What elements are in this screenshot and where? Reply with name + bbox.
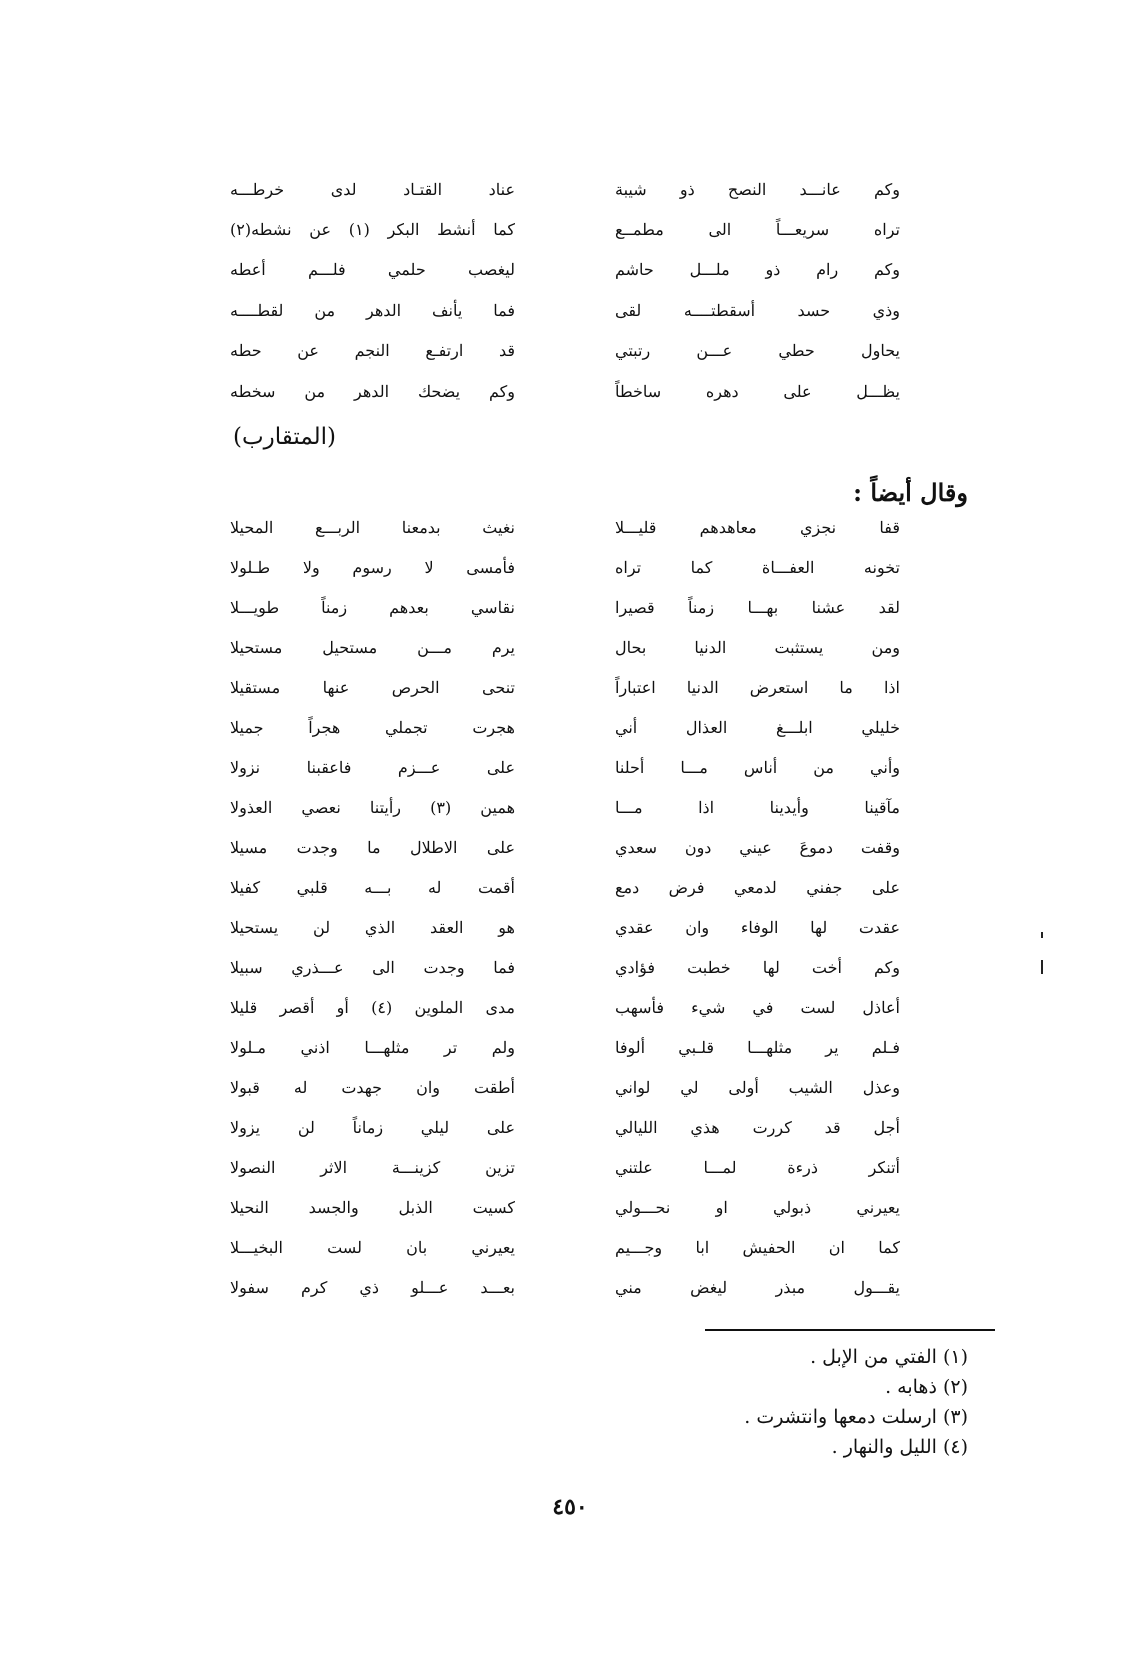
footnote-divider <box>705 1329 995 1331</box>
footnote-2: (٢) ذهابه . <box>885 1376 968 1398</box>
poem1-verse-4-left: فما يأنف الدهر من لقطــــه <box>230 301 515 320</box>
poem1-verse-5-left: قد ارتفـع النجم عن حطه <box>230 341 515 360</box>
margin-scan-mark <box>1041 932 1043 938</box>
poem2-verse-15-right: وعذل الشيب أولى لي لواني <box>615 1078 900 1097</box>
poem1-verse-3-right: وكم رام ذو ملـــل حاشم <box>615 260 900 279</box>
poem2-verse-17-right: أتنكر ذرءة لمـــا علتني <box>615 1158 900 1177</box>
poem2-verse-4-right: ومن يستثبت الدنيا بحال <box>615 638 900 657</box>
poem2-verse-16-right: أجل قد كررت هذي الليالي <box>615 1118 900 1137</box>
poem2-verse-14-left: ولم تر مثلهـــا اذني مـلولا <box>230 1038 515 1057</box>
poem2-verse-18-right: يعيرني ذبولي او نحـــولي <box>615 1198 900 1217</box>
poem-heading: وقال أيضاً : <box>853 478 968 507</box>
poem2-verse-2-right: تخونه العفـــاة كما تراه <box>615 558 900 577</box>
poem2-verse-11-left: هو العقد الذي لن يستحيلا <box>230 918 515 937</box>
margin-scan-mark <box>1041 960 1043 974</box>
poem2-verse-12-right: وكم أخت لها خطبت فؤادي <box>615 958 900 977</box>
poem1-verse-1-left: عناد القتـاد لدى خرطـــه <box>230 180 515 199</box>
poem2-verse-20-right: يقـــول مبذر ليغض مني <box>615 1278 900 1297</box>
poem2-verse-7-right: وأني من أناس مـــا أحلنا <box>615 758 900 777</box>
poem2-verse-10-left: أقمت له بـــه قلبي كفيلا <box>230 878 515 897</box>
poem1-verse-2-right: تراه سريعـــاً الى مطمــع <box>615 220 900 239</box>
poem2-verse-3-left: نقاسي بعدهم زمناً طويـــلا <box>230 598 515 617</box>
poem2-verse-19-right: كما ان الحفيش ابا وجـــيم <box>615 1238 900 1257</box>
poem2-verse-4-left: يرم مـــن مستحيل مستحيلا <box>230 638 515 657</box>
poem2-verse-6-left: هجرت تجملي هجراً جميلا <box>230 718 515 737</box>
poem2-verse-3-right: لقد عشنا بهـــا زمناً قصيرا <box>615 598 900 617</box>
poem1-verse-6-left: وكم يضحك الدهر من سخطه <box>230 382 515 401</box>
poem2-verse-13-right: أعاذل لست في شيء فأسهب <box>615 998 900 1017</box>
poem2-verse-8-right: مآقينا وأيدينا اذا مـــا <box>615 798 900 817</box>
poem1-verse-3-left: ليغصب حلمي فلـــم أعطه <box>230 260 515 279</box>
poem2-verse-17-left: تزين كزينـــة الاثر النصولا <box>230 1158 515 1177</box>
poem2-verse-5-left: تنحى الحرص عنها مستقيلا <box>230 678 515 697</box>
footnote-3: (٣) ارسلت دمعها وانتشرت . <box>744 1406 968 1428</box>
poem1-verse-4-right: وذي حسد أسقطتــــه لقى <box>615 301 900 320</box>
poem2-verse-5-right: اذا ما استعرض الدنيا اعتباراً <box>615 678 900 697</box>
poem2-verse-11-right: عقدت لها الوفاء وان عقدي <box>615 918 900 937</box>
poem2-verse-9-right: وقفت دموعَ عيني دون سعدي <box>615 838 900 857</box>
footnotes <box>648 1342 968 1462</box>
page-number: ٤٥٠ <box>552 1494 588 1520</box>
poem2-verse-9-left: على الاطلال ما وجدت مسيلا <box>230 838 515 857</box>
poem2-verse-8-left: همين (٣) رأيتنا نعصي العذولا <box>230 798 515 817</box>
poem1-verse-5-right: يحاول حطي عـــن رتبتي <box>615 341 900 360</box>
poem2-verse-13-left: مدى الملوين (٤) أو أقصر قليلا <box>230 998 515 1017</box>
poem2-verse-18-left: كسيت الذبل والجسد النحيلا <box>230 1198 515 1217</box>
poem2-verse-12-left: فما وجدت الى عـــذري سبيلا <box>230 958 515 977</box>
poem2-verse-7-left: على عـــزم فاعقبنا نزولا <box>230 758 515 777</box>
poem2-verse-1-right: قفا نجزي معاهدهم قليـــلا <box>615 518 900 537</box>
poem2-verse-2-left: فأمسى لا رسوم ولا طـلولا <box>230 558 515 577</box>
poem2-verse-6-right: خليلي ابلـــغ العذال أني <box>615 718 900 737</box>
poem2-verse-15-left: أطقت وان جهدت له قبولا <box>230 1078 515 1097</box>
poem1-verse-6-right: يظـــل على دهره ساخطاً <box>615 382 900 401</box>
poem2-verse-14-right: فـلم ير مثلهـــا قلـبي ألوفا <box>615 1038 900 1057</box>
poem2-verse-20-left: بعـــد عـــلو ذي كرم سفولا <box>230 1278 515 1297</box>
footnote-1: (١) الفتي من الإبل . <box>810 1346 968 1368</box>
meter-label: (المتقارب) <box>233 424 336 450</box>
poem1-verse-2-left: كما أنشط البكر (١) عن نشطه(٢) <box>230 220 515 239</box>
poem1-verse-1-right: وكم عانـــد النصح ذو شيبة <box>615 180 900 199</box>
poem2-verse-1-left: نغيث بدمعنا الربـــع المحيلا <box>230 518 515 537</box>
poem2-verse-19-left: يعيرني بان لست البخيـــلا <box>230 1238 515 1257</box>
poem2-verse-16-left: على ليلي زماناً لن يزولا <box>230 1118 515 1137</box>
footnote-4: (٤) الليل والنهار . <box>831 1436 968 1458</box>
poem2-verse-10-right: على جفني لدمعي فرض دمع <box>615 878 900 897</box>
